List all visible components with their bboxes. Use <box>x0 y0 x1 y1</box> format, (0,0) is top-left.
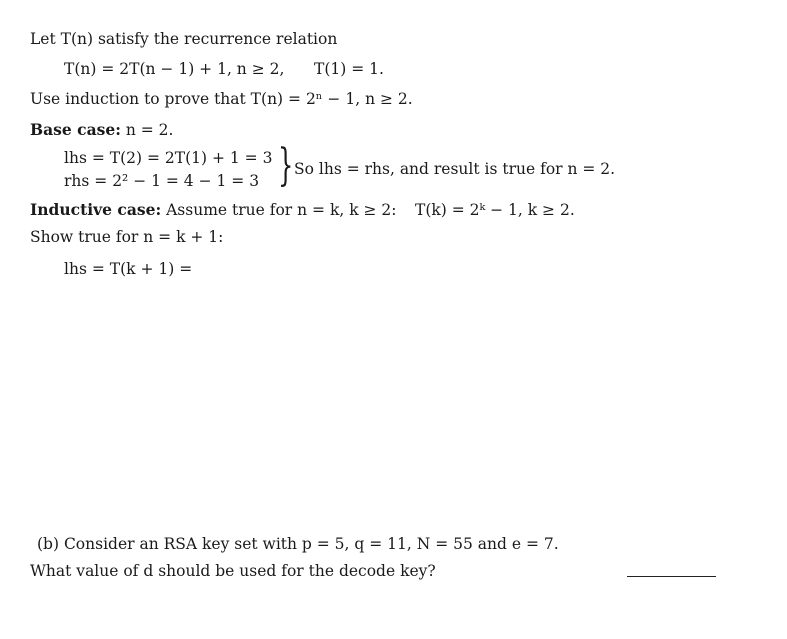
rsa-question: (b) Consider an RSA key set with p = 5, q = 11, N = 55 and e = 7. <box>37 535 559 553</box>
initial-condition: T(1) = 1. <box>314 60 384 78</box>
rhs-line: rhs = 2² − 1 = 4 − 1 = 3 <box>64 172 260 190</box>
recurrence-formula: T(n) = 2T(n − 1) + 1, n ≥ 2, <box>64 60 285 78</box>
lhs-line: lhs = T(2) = 2T(1) + 1 = 3 <box>64 149 273 167</box>
base-case-label: Base case: <box>30 120 121 139</box>
base-case-heading <box>30 120 173 140</box>
right-brace: } <box>278 140 294 191</box>
intro-text: Let T(n) satisfy the recurrence relation <box>30 30 338 48</box>
inductive-assumption: Assume true for n = k, k ≥ 2: <box>166 201 397 219</box>
show-statement: Show true for n = k + 1: <box>30 228 224 246</box>
inductive-hypothesis: T(k) = 2ᵏ − 1, k ≥ 2. <box>415 201 575 219</box>
decode-key-question: What value of d should be used for the decode key? <box>30 562 436 580</box>
base-case-value: n = 2. <box>125 121 174 139</box>
task-statement: Use induction to prove that T(n) = 2ⁿ − 1, n ≥ 2. <box>30 90 413 108</box>
base-conclusion: So lhs = rhs, and result is true for n = 2. <box>294 160 616 178</box>
inductive-case-label: Inductive case: <box>30 200 162 219</box>
answer-blank[interactable] <box>627 576 716 577</box>
lhs-working: lhs = T(k + 1) = <box>64 260 193 278</box>
inductive-case-heading <box>30 200 397 220</box>
